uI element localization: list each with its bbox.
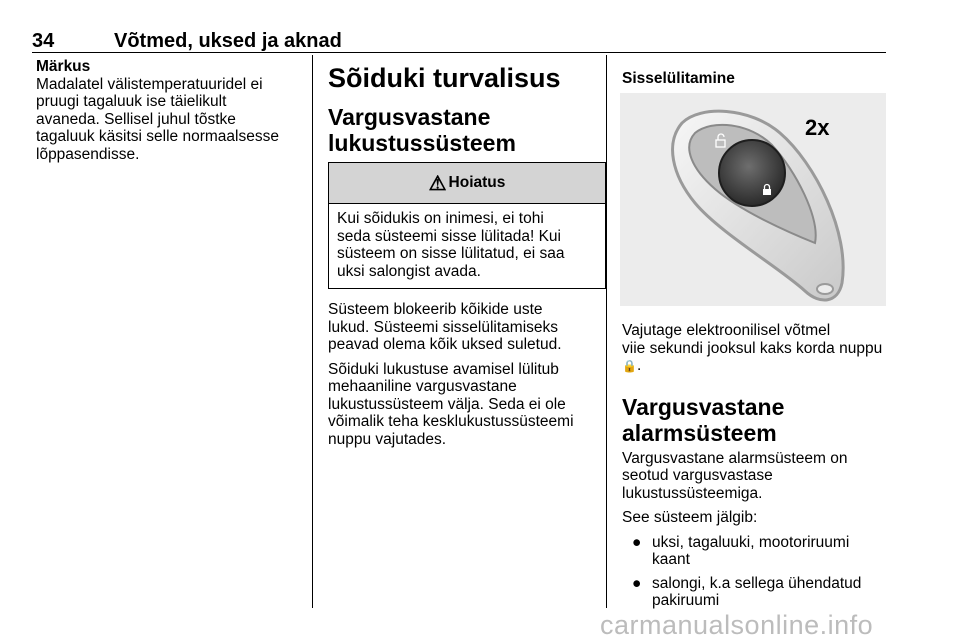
warning-line: süsteem on sisse lülitatud, ei saa — [337, 245, 565, 262]
paragraph-line: mehaaniline vargusvastane — [328, 378, 517, 395]
page-header — [32, 30, 886, 53]
note-line: avaneda. Sellisel juhul tõstke — [36, 110, 236, 128]
lock-button — [719, 140, 785, 206]
subheading-activation: Sisselülitamine — [622, 70, 735, 87]
warning-box — [328, 162, 606, 289]
lock-symbol-icon: 🔒 — [622, 359, 637, 373]
column-divider-right — [606, 55, 607, 608]
key-fob-figure — [620, 93, 886, 306]
watermark: carmanualsonline.info — [600, 610, 874, 640]
list-item-line: pakiruumi — [652, 592, 720, 609]
warning-triangle-icon: ⚠ — [428, 172, 447, 195]
warning-line: Kui sõidukis on inimesi, ei tohi — [337, 210, 544, 227]
monitoring-list — [622, 534, 892, 610]
paragraph-line: Sõiduki lukustuse avamisel lülitub — [328, 360, 559, 378]
note-line: pruugi tagaluuk ise täielikult — [36, 93, 227, 110]
paragraph-line: lukustussüsteemiga. — [622, 484, 763, 502]
paragraph-block — [622, 450, 892, 503]
warning-line: uksi salongist avada. — [337, 262, 481, 280]
list-item — [622, 575, 892, 610]
list-item-line: kaant — [652, 551, 690, 568]
paragraph-line: viie sekundi jooksul kaks korda nuppu — [622, 339, 883, 357]
paragraph-line: nuppu vajutades. — [328, 430, 447, 448]
paragraph-line: Süsteem blokeerib kõikide uste — [328, 301, 543, 318]
page-number: 34 — [32, 30, 55, 52]
paragraph-line-end — [622, 357, 892, 376]
list-item — [622, 534, 892, 569]
paragraph-block — [328, 301, 598, 354]
right-column — [622, 58, 892, 88]
paragraph-line: Vajutage elektroonilisel võtmel — [622, 322, 831, 339]
chapter-title: Võtmed, uksed ja aknad — [114, 30, 342, 52]
period: . — [636, 357, 642, 374]
left-column — [36, 58, 306, 163]
right-column-lower — [622, 322, 892, 616]
list-item-line: uksi, tagaluuki, mootoriruumi — [652, 533, 850, 551]
paragraph-block — [328, 361, 598, 449]
middle-column — [328, 58, 598, 448]
alarm-title-line1: Vargusvastane — [622, 393, 785, 420]
section-title: Sõiduki turvalisus — [328, 63, 561, 93]
column-divider-left — [312, 55, 313, 608]
warning-header — [329, 163, 605, 204]
note-line: Madalatel välistemperatuuridel ei — [36, 75, 263, 93]
key-fob-illustration — [620, 93, 886, 306]
paragraph-line: seotud vargusvastase — [622, 467, 773, 484]
note-line: tagaluuk käsitsi selle normaalsesse — [36, 128, 279, 145]
subsection-title-line1: Vargusvastane — [328, 104, 491, 130]
warning-line: seda süsteemi sisse lülitada! Kui — [337, 227, 562, 245]
paragraph-line: lukud. Süsteemi sisselülitamiseks — [328, 318, 559, 336]
paragraph-line: peavad olema kõik uksed suletud. — [328, 336, 562, 353]
warning-title: Hoiatus — [448, 174, 506, 191]
warning-body — [329, 204, 605, 288]
subsection-title-line2: lukustussüsteem — [328, 130, 516, 156]
note-title: Märkus — [36, 58, 91, 75]
paragraph-line: võimalik teha kesklukustussüsteemi — [328, 413, 574, 430]
paragraph-line: See süsteem jälgib: — [622, 509, 758, 526]
note-line: lõppasendisse. — [36, 145, 140, 163]
alarm-title-line2: alarmsüsteem — [622, 419, 777, 446]
list-item-line: salongi, k.a sellega ühendatud — [652, 574, 862, 592]
paragraph-line: Vargusvastane alarmsüsteem on — [622, 449, 848, 467]
bullet-icon: ● — [632, 574, 642, 592]
bullet-icon: ● — [632, 533, 642, 551]
figure-label-2x: 2x — [805, 115, 830, 140]
paragraph-line: lukustussüsteem välja. Seda ei ole — [328, 395, 566, 413]
key-ring-hole — [817, 284, 833, 294]
